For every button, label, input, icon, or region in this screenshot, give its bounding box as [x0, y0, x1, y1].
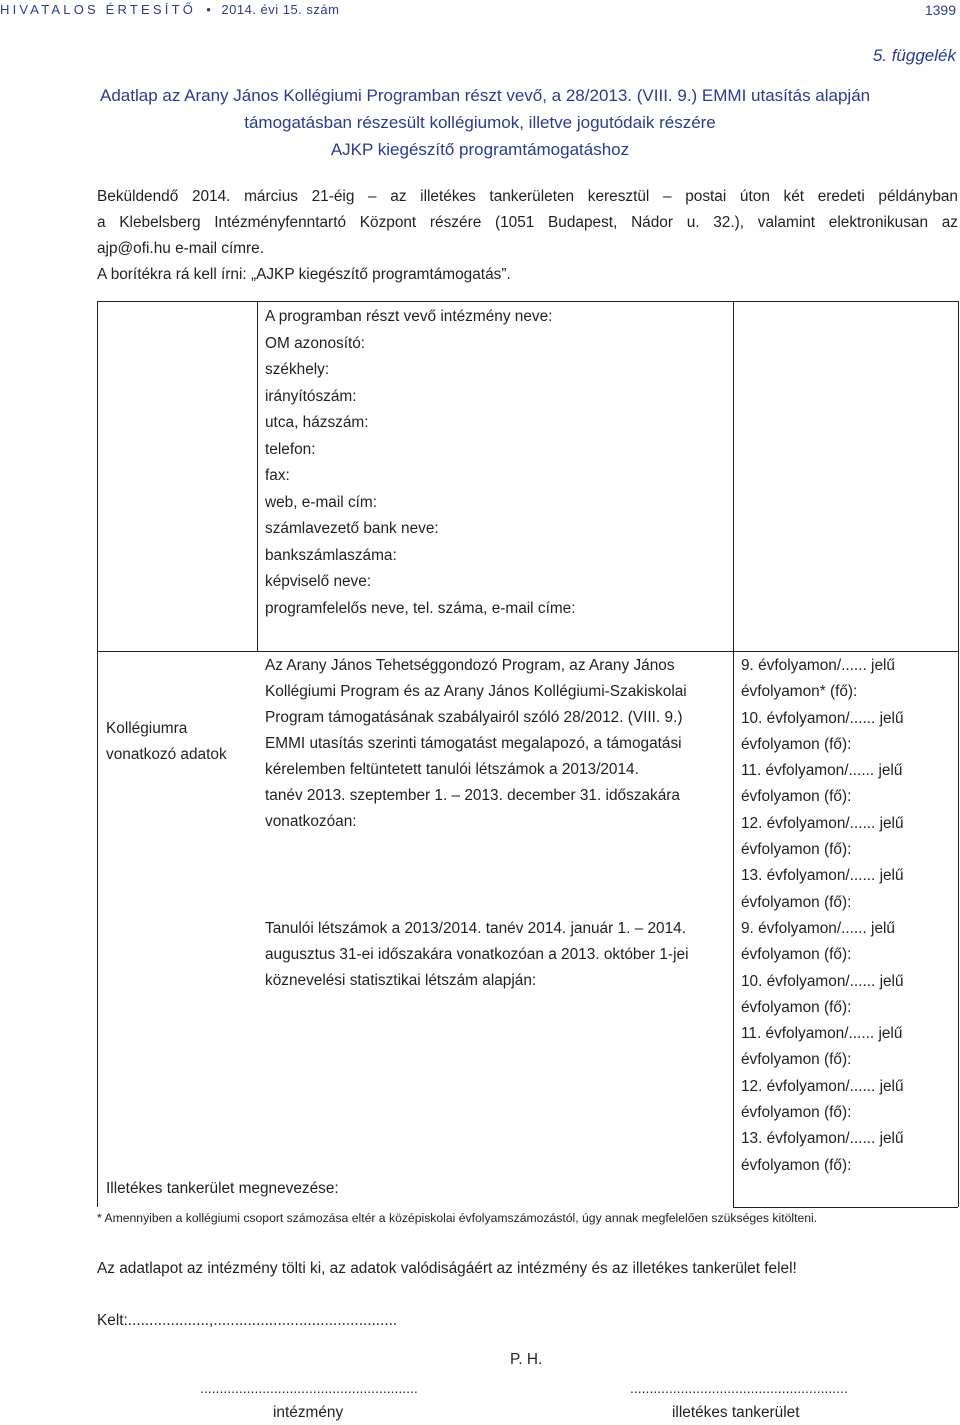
field-label: bankszámlaszáma: — [265, 546, 397, 564]
title-line: támogatásban részesült kollégiumok, illetve jogutódaik részére — [244, 113, 716, 132]
paragraph-line: Kollégiumi Program és az Arany János Kollégiumi-Szakiskolai — [265, 683, 687, 700]
title-line: Adatlap az Arany János Kollégiumi Programban részt vevő, a 28/2013. (VIII. 9.) EMMI utasítás alapján — [100, 86, 871, 105]
appendix-label: 5. függelék — [872, 46, 956, 65]
journal-name: HIVATALOS ÉRTESÍTŐ — [0, 2, 197, 17]
field-label: számlavezető bank neve: — [265, 520, 439, 537]
grade-line: 9. évfolyamon/...... jelű — [741, 657, 895, 674]
grade-line: 13. évfolyamon/...... jelű — [741, 867, 904, 885]
paragraph-line: augusztus 31-ei időszakára vonatkozóan a 2013. október 1-jei — [265, 946, 689, 963]
responsibility-note: Az adatlapot az intézmény tölti ki, az adatok valódiságáért az intézmény és az illetékes tankerület felel! — [97, 1260, 797, 1277]
footnote: * Amennyiben a kollégiumi csoport számozása eltér a középiskolai évfolyamszámozástól, úgy annak megfelelően szükséges kitölteni. — [97, 1211, 818, 1225]
grade-line: évfolyamon (fő): — [741, 1104, 852, 1122]
grade-line: 13. évfolyamon/...... jelű — [741, 1130, 904, 1148]
submission-instructions — [97, 184, 958, 288]
field-label: programfelelős neve, tel. száma, e-mail címe: — [265, 599, 576, 617]
grade-line: évfolyamon (fő): — [741, 735, 852, 753]
table-divider — [733, 301, 734, 1207]
grade-line: 10. évfolyamon/...... jelű — [741, 709, 904, 727]
table-divider — [733, 1207, 958, 1208]
issue-label: 2014. évi 15. szám — [221, 2, 340, 17]
field-label: képviselő neve: — [265, 573, 372, 590]
form-title — [100, 82, 871, 163]
paragraph-line: Tanulói létszámok a 2013/2014. tanév 2014. január 1. – 2014. — [265, 920, 686, 937]
grade-line: évfolyamon (fő): — [741, 1051, 852, 1069]
signature-label-institution: intézmény — [273, 1404, 344, 1421]
field-label: fax: — [265, 467, 290, 484]
second-period-description — [265, 916, 725, 994]
paragraph-line: köznevelési statisztikai létszám alapján: — [265, 972, 537, 989]
table-divider — [257, 301, 258, 651]
date-place-line: Kelt:...................,........................................... — [97, 1312, 398, 1329]
field-label: székhely: — [265, 361, 330, 378]
paragraph-line: Az Arany János Tehetséggondozó Program, az Arany János — [265, 657, 675, 674]
table-border-top — [97, 301, 958, 302]
paragraph-line: kérelemben feltüntetett tanulói létszámok a 2013/2014. — [265, 761, 639, 778]
field-label: A programban részt vevő intézmény neve: — [265, 308, 553, 325]
running-header — [0, 2, 340, 17]
field-label: telefon: — [265, 440, 316, 458]
table-divider — [97, 651, 958, 652]
institution-fields — [265, 304, 576, 622]
grade-line: 12. évfolyamon/...... jelű — [741, 1077, 904, 1095]
district-label: Illetékes tankerület megnevezése: — [106, 1180, 339, 1197]
grade-line: évfolyamon (fő): — [741, 893, 852, 911]
paragraph-line: Program támogatásának szabályairól szóló 28/2012. (VIII. 9.) — [265, 709, 683, 726]
field-label: web, e-mail cím: — [265, 493, 378, 511]
grade-line: évfolyamon (fő): — [741, 841, 852, 859]
paragraph-line: EMMI utasítás szerinti támogatást megalapozó, a támogatási — [265, 735, 682, 752]
paragraph-line: tanév 2013. szeptember 1. – 2013. december 31. időszakára — [265, 787, 680, 804]
title-line: AJKP kiegészítő programtámogatáshoz — [330, 140, 630, 159]
first-period-grades — [741, 653, 904, 916]
grade-line: 11. évfolyamon/...... jelű — [741, 762, 903, 780]
grade-line: évfolyamon (fő): — [741, 946, 852, 964]
grade-line: évfolyamon (fő): — [741, 1156, 852, 1174]
second-period-grades — [741, 916, 904, 1179]
header-bullet: • — [206, 2, 212, 17]
table-border-right — [958, 301, 959, 1207]
field-label: utca, házszám: — [265, 414, 369, 431]
grade-line: 9. évfolyamon/...... jelű — [741, 920, 895, 937]
instruction-line: a Klebelsberg Intézményfenntartó Központ részére (1051 Budapest, Nádor u. 32.), valamint elektronikusan az — [97, 214, 958, 231]
grade-line: 12. évfolyamon/...... jelű — [741, 814, 904, 832]
grade-line: évfolyamon (fő): — [741, 788, 852, 806]
grade-line: 10. évfolyamon/...... jelű — [741, 972, 904, 990]
grade-line: 11. évfolyamon/...... jelű — [741, 1025, 903, 1043]
field-label: irányítószám: — [265, 387, 357, 405]
signature-line-district: ........................................................ — [630, 1380, 848, 1396]
first-period-description — [265, 653, 725, 835]
seal-placeholder: P. H. — [510, 1351, 543, 1368]
section-label-line: Kollégiumra — [106, 720, 188, 737]
signature-label-district: illetékes tankerület — [672, 1404, 800, 1421]
page-number: 1399 — [924, 2, 956, 18]
envelope-instruction: A borítékra rá kell írni: „AJKP kiegészítő programtámogatás”. — [97, 266, 511, 283]
signature-line-institution: ........................................................ — [200, 1380, 418, 1396]
paragraph-line: vonatkozóan: — [265, 813, 357, 830]
dormitory-section-label — [106, 716, 227, 768]
field-label: OM azonosító: — [265, 334, 366, 352]
table-border-left — [97, 301, 98, 1207]
grade-line: évfolyamon* (fő): — [741, 683, 858, 701]
instruction-line: ajp@ofi.hu e-mail címre. — [97, 240, 265, 257]
grade-line: évfolyamon (fő): — [741, 998, 852, 1016]
instruction-line: Beküldendő 2014. március 21-éig – az illetékes tankerületen keresztül – postai úton két eredeti példányban — [97, 188, 958, 205]
section-label-line: vonatkozó adatok — [106, 746, 227, 763]
